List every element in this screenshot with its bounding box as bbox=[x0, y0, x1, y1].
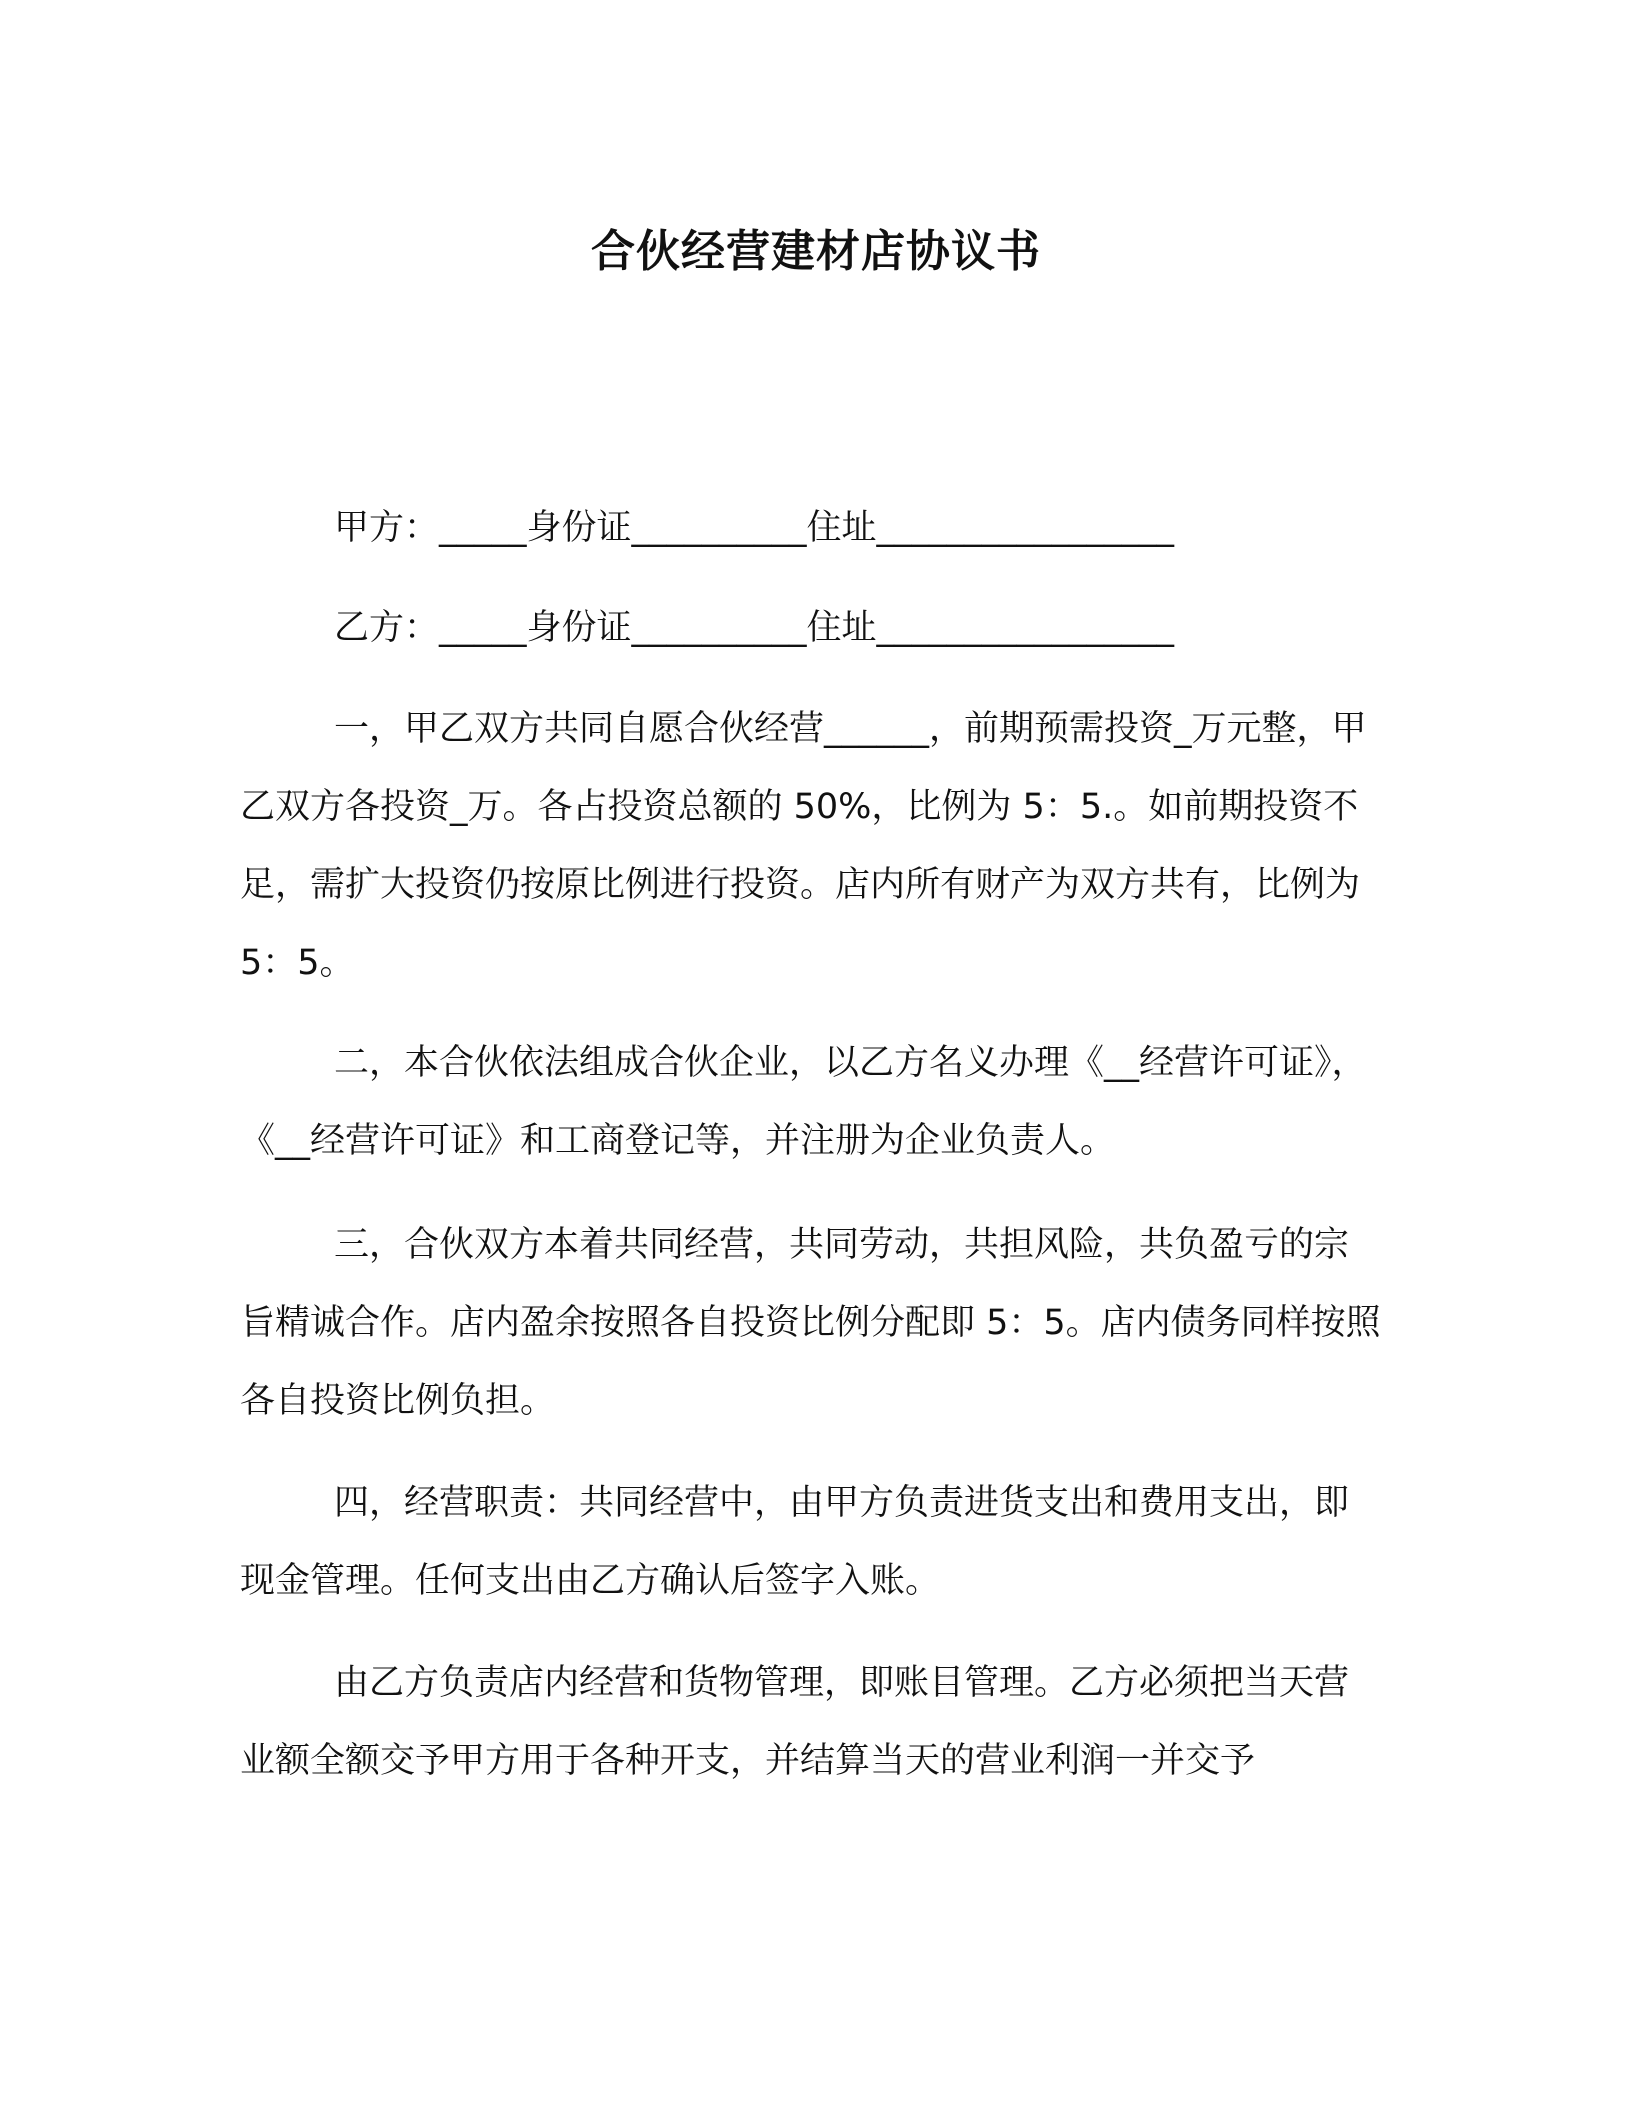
clause-4-continued-paragraph: 由乙方负责店内经营和货物管理，即账目管理。乙方必须把当天营业额全额交予甲方用于各种开支，并结算当天的营业利润一并交予 bbox=[240, 1663, 1350, 1781]
party-b-line: 乙方：_____身份证__________住址_________________ bbox=[334, 608, 1175, 648]
party-a-line: 甲方：_____身份证__________住址_________________ bbox=[334, 508, 1175, 548]
clause-3-paragraph: 三，合伙双方本着共同经营，共同劳动，共担风险，共负盈亏的宗旨精诚合作。店内盈余按照各自投资比例分配即 5：5。店内债务同样按照各自投资比例负担。 bbox=[240, 1225, 1381, 1421]
clause-1-paragraph: 一，甲乙双方共同自愿合伙经营______，前期预需投资_万元整，甲乙双方各投资_万。各占投资总额的 50%，比例为 5：5.。如前期投资不足，需扩大投资仍按原比例进行投资。店内所有财产为双方共有，比例为 5：5。 bbox=[240, 709, 1367, 983]
clause-4-paragraph: 四，经营职责：共同经营中，由甲方负责进货支出和费用支出，即现金管理。任何支出由乙方确认后签字入账。 bbox=[240, 1483, 1350, 1601]
document-title: 合伙经营建材店协议书 bbox=[591, 226, 1041, 277]
clause-2-paragraph: 二，本合伙依法组成合伙企业，以乙方名义办理《__经营许可证》，《__经营许可证》和工商登记等，并注册为企业负责人。 bbox=[240, 1043, 1367, 1161]
